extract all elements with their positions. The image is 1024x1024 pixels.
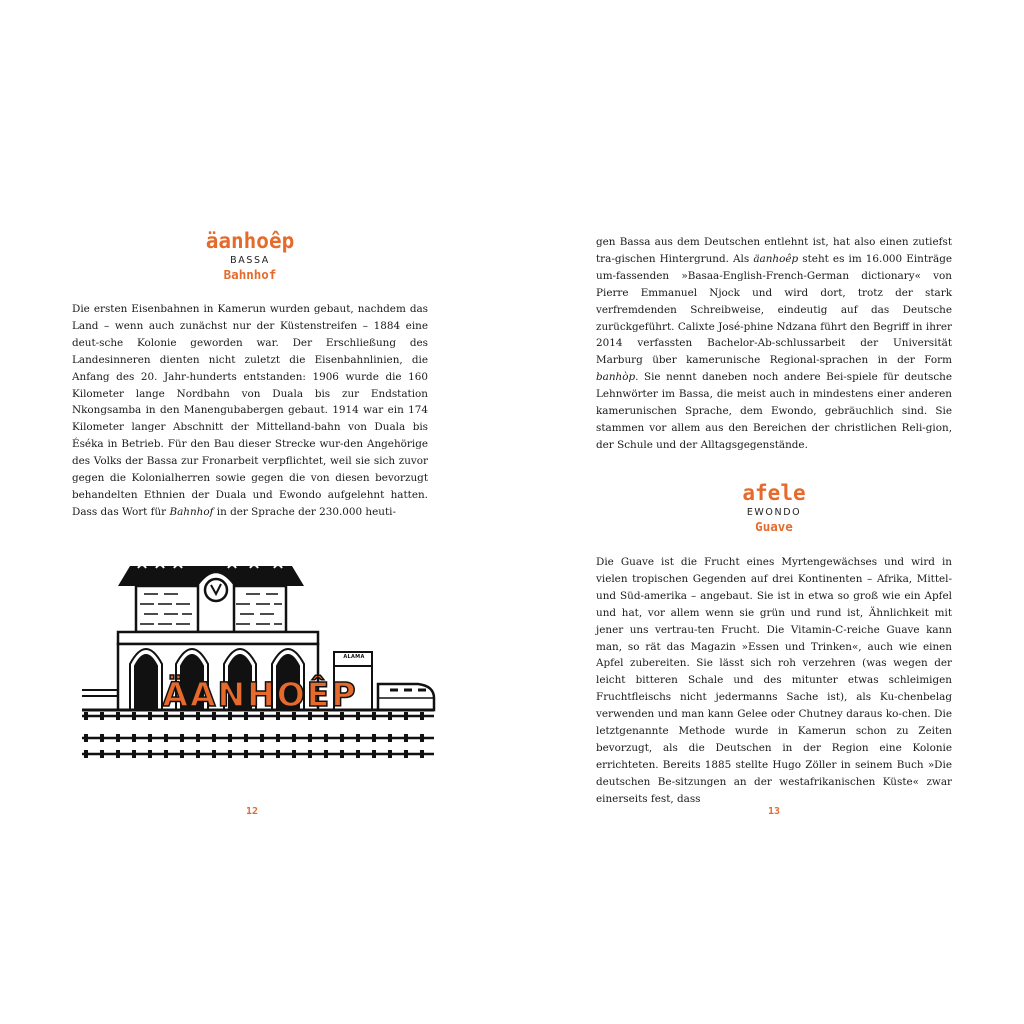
clock-icon bbox=[205, 579, 227, 601]
language-label: BASSA bbox=[230, 255, 270, 266]
entry-header-aanhoep bbox=[72, 228, 428, 283]
train-station-drawing bbox=[78, 538, 438, 760]
entry-header-afele bbox=[596, 480, 952, 535]
translation: Guave bbox=[755, 519, 793, 534]
station-illustration bbox=[78, 538, 438, 760]
language-label: EWONDO bbox=[746, 507, 802, 518]
train-car bbox=[378, 684, 434, 710]
text-run: gen Bassa aus dem Deutschen entlehnt ist, hat also einen zutiefst tra-gischen Hintergrund. Als bbox=[596, 236, 952, 265]
text-run: in der Sprache der 230.000 heuti- bbox=[213, 505, 396, 518]
rail-tracks bbox=[82, 712, 434, 758]
italic-term: banhòp bbox=[596, 371, 636, 384]
right-page bbox=[512, 0, 1024, 1024]
entry-paragraph bbox=[72, 301, 428, 521]
headword: äanhoêp bbox=[205, 229, 295, 253]
text-run: steht es im 16.000 Einträge um-fassenden »Basaa-English-French-German dictionary« von Pierre Emmanuel Njock und wird dort, trotz der stark verfremdenden Schreibweise, eindeutig auf das Deutsche zurückgeführt. Calixte José-phine Ndzana führt den Begriff in ihrer 2014 verfassten Bachelor-Ab-schlussarbeit der Universität Marburg über kamerunische Regional-sprachen in der Form bbox=[596, 252, 952, 367]
italic-term: Bahnhof bbox=[169, 505, 214, 518]
page-number: 13 bbox=[768, 806, 781, 817]
sign-text: ALAMA bbox=[343, 654, 365, 660]
text-run: . Sie nennt daneben noch andere Bei-spiele für deutsche Lehnwörter im Bassa, die meist auch in mindestens einer anderen kamerunischen Sprache, dem Ewondo, gebräuchlich sind. Sie stammen vor allem aus den Bereichen der christlichen Reli-gion, der Schule und der Alltagsgegenstände. bbox=[596, 371, 952, 451]
headword: afele bbox=[742, 481, 806, 505]
illustration-lettering: ÄANHOÊP bbox=[162, 675, 358, 714]
text-run: Die ersten Eisenbahnen in Kamerun wurden gebaut, nachdem das Land – wenn auch zunächst nur der Küstenstreifen – 1884 eine deut-sche Kolonie geworden war. Der Erschließung des Landesinneren dienten nicht zuletzt die Eisenbahnlinien, die Anfang des 20. Jahr-hunderts entstanden: 1906 wurde die 160 Kilometer lange Nordbahn von Duala bis zur Endstation Nkongsamba in den Manengubabergen gebaut. 1914 war ein 174 Kilometer langer Abschnitt der Mittelland-bahn von Duala bis Éséka in Betrieb. Für den Bau dieser Strecke wur-den Angehörige des Volks der Bassa zur Fronarbeit verpflichtet, weil sie sich zuvor gegen die Kolonialherren sowie gegen die von diesen bevorzugt behandelten Ethnien der Duala und Ewondo aufgelehnt hatten. Dass das Wort für bbox=[72, 303, 428, 518]
translation: Bahnhof bbox=[223, 267, 277, 282]
italic-term: äanhoêp bbox=[753, 252, 799, 265]
cornice bbox=[118, 632, 318, 644]
entry-paragraph: Die Guave ist die Frucht eines Myrtengewächses und wird in vielen tropischen Gegenden auf drei Kontinenten – Afrika, Mittel- und Süd-amerika – angebaut. Sie ist in etwa so groß wie ein Apfel und hat, vor allem wenn sie grün und rund ist, Ähnlichkeit mit jener uns vertrau-ten Frucht. Die Vitamin-C-reiche Guave kann man, so rät das Magazin »Essen und Trinken«, auch wie einen Apfel zubereiten. Sie lässt sich roh verzehren (was wegen der leicht bitteren Schale und des mitunter etwas schleimigen Fruchtfleischs nicht jedermanns Sache ist), als Ku-chenbelag verwenden und man kann Gelee oder Chutney daraus ko-chen. Die letztgenannte Methode wurde in Kamerun schon zu Zeiten bevorzugt, als die Deutschen in der Region eine Kolonie errichteten. Bereits 1885 stellte Hugo Zöller in seinem Buch »Die deutschen Be-sitzungen an der westafrikanischen Küste« zwar einerseits fest, dass bbox=[596, 556, 952, 805]
page-number: 12 bbox=[246, 806, 259, 817]
continuation-paragraph bbox=[596, 234, 952, 454]
